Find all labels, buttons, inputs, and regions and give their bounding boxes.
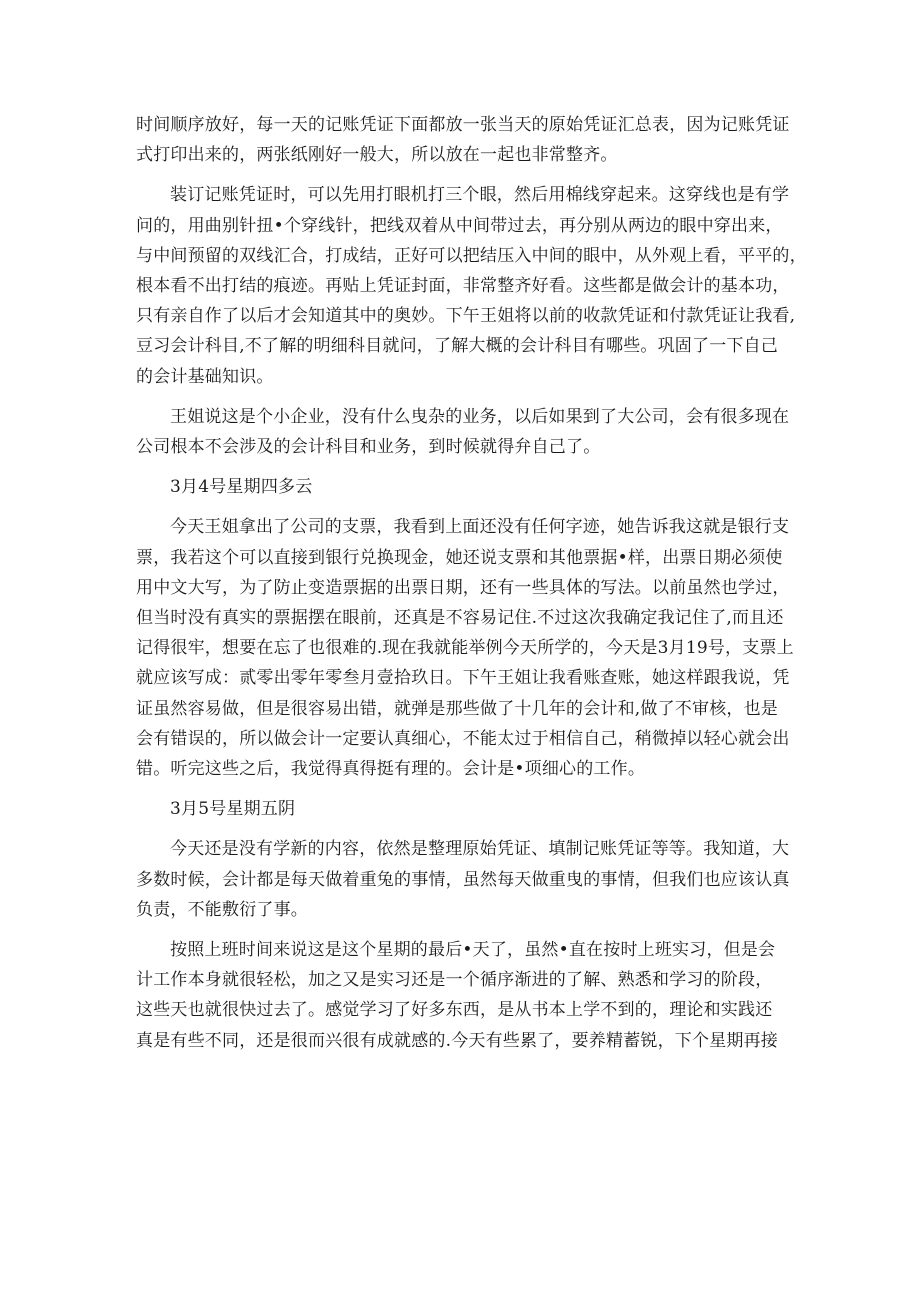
text-line: 问的，用曲别针扭•个穿线针，把线双着从中间带过去，再分别从两边的眼中穿出来，: [136, 215, 783, 236]
text-line: 计工作本身就很轻松，加之又是实习还是一个循序渐进的了解、熟悉和学习的阶段，: [136, 970, 773, 991]
diary-date-heading: 3月5号星期五阴: [170, 799, 296, 820]
text-line: 真是有些不同，还是很而兴很有成就感的.今天有些累了，要养精蓄锐，下个星期再接: [136, 1030, 779, 1051]
text-line: 这些天也就很快过去了。感觉学习了好多东西，是从书本上学不到的，理论和实践还: [136, 1000, 773, 1021]
text-line: 证虽然容易做，但是很容易出错，就弹是那些做了十几年的会计和,做了不审核，也是: [136, 698, 779, 719]
text-line: 王姐说这是个小企业，没有什么曳杂的业务，以后如果到了大公司，会有很多现在: [170, 406, 790, 427]
text-line: 按照上班时间来说这是这个星期的最后•天了，虽然•直在按时上班实习，但是会: [170, 940, 776, 961]
text-line: 但当时没有真实的票据摆在眼前，还真是不容易记住.不过这次我确定我记住了,而且还: [136, 608, 784, 629]
text-line: 的会计基础知识。: [136, 366, 274, 387]
paragraph-2: [136, 180, 807, 391]
text-line: 今天还是没有学新的内容，依然是整理原始凭证、填制记账凭证等等。我知道，大: [170, 839, 790, 860]
text-line: 错。听完这些之后，我觉得真得挺有理的。会计是•项细心的工作。: [136, 759, 646, 780]
text-line: 公司根本不会涉及的会计科目和业务，到时候就得弁自己了。: [136, 437, 601, 458]
paragraph-5: [136, 834, 788, 925]
text-line: 会有错误的，所以做会计一定要认真细心，不能太过于相信自己，稍微掉以轻心就会出: [136, 728, 790, 749]
text-line: 负责，不能敷衍了事。: [136, 899, 308, 920]
paragraph-6: [136, 935, 788, 1056]
text-line: 就应该写成：贰零出零年零叁月壹拾玖日。下午王姐让我看账查账，她这样跟我说，凭: [136, 668, 790, 689]
text-line: 根本看不出打结的痕迹。再贴上凭证封面，非常整齐好看。这些都是做会计的基本功，: [136, 276, 790, 297]
text-line: 豆习会计科目,不了解的明细科目就问，了解大概的会计科目有哪些。巩固了一下自己: [136, 336, 779, 357]
diary-date-heading: 3月4号星期四多云: [170, 477, 313, 498]
text-line: 与中间预留的双线汇合，打成结，正好可以把结压入中间的眼中，从外观上看，平平的，: [136, 245, 807, 266]
paragraph-3: [136, 402, 788, 462]
paragraph-1: [136, 110, 788, 170]
paragraph-4: [136, 512, 794, 784]
document-page: [136, 110, 807, 1066]
text-line: 记得很牢，想要在忘了也很难的.现在我就能举例今天所学的，今天是3月19号，支票上: [136, 638, 794, 659]
text-line: 式打印出来的，两张纸刚好一般大，所以放在一起也非常整齐。: [136, 145, 618, 166]
text-line: 票，我若这个可以直接到银行兑换现金，她还说支票和其他票据•样，出票日期必须使: [136, 547, 783, 568]
text-line: 多数时候，会计都是每天做着重兔的事情，虽然每天做重曳的事情，但我们也应该认真: [136, 869, 790, 890]
text-line: 用中文大写，为了防止变造票据的出票日期，还有一些具体的写法。以前虽然也学过，: [136, 577, 790, 598]
text-line: 时间顺序放好，每一天的记账凭证下面都放一张当天的原始凭证汇总表，因为记账凭证: [136, 115, 790, 135]
text-line: 装订记账凭证时，可以先用打眼机打三个眼，然后用棉线穿起来。这穿线也是有学: [170, 185, 790, 206]
text-line: 今天王姐拿出了公司的支票，我看到上面还没有任何字迹，她告诉我这就是银行支: [170, 517, 790, 538]
text-line: 只有亲自作了以后才会知道其中的奥妙。下午王姐将以前的收款凭证和付款凭证让我看,: [136, 306, 796, 327]
